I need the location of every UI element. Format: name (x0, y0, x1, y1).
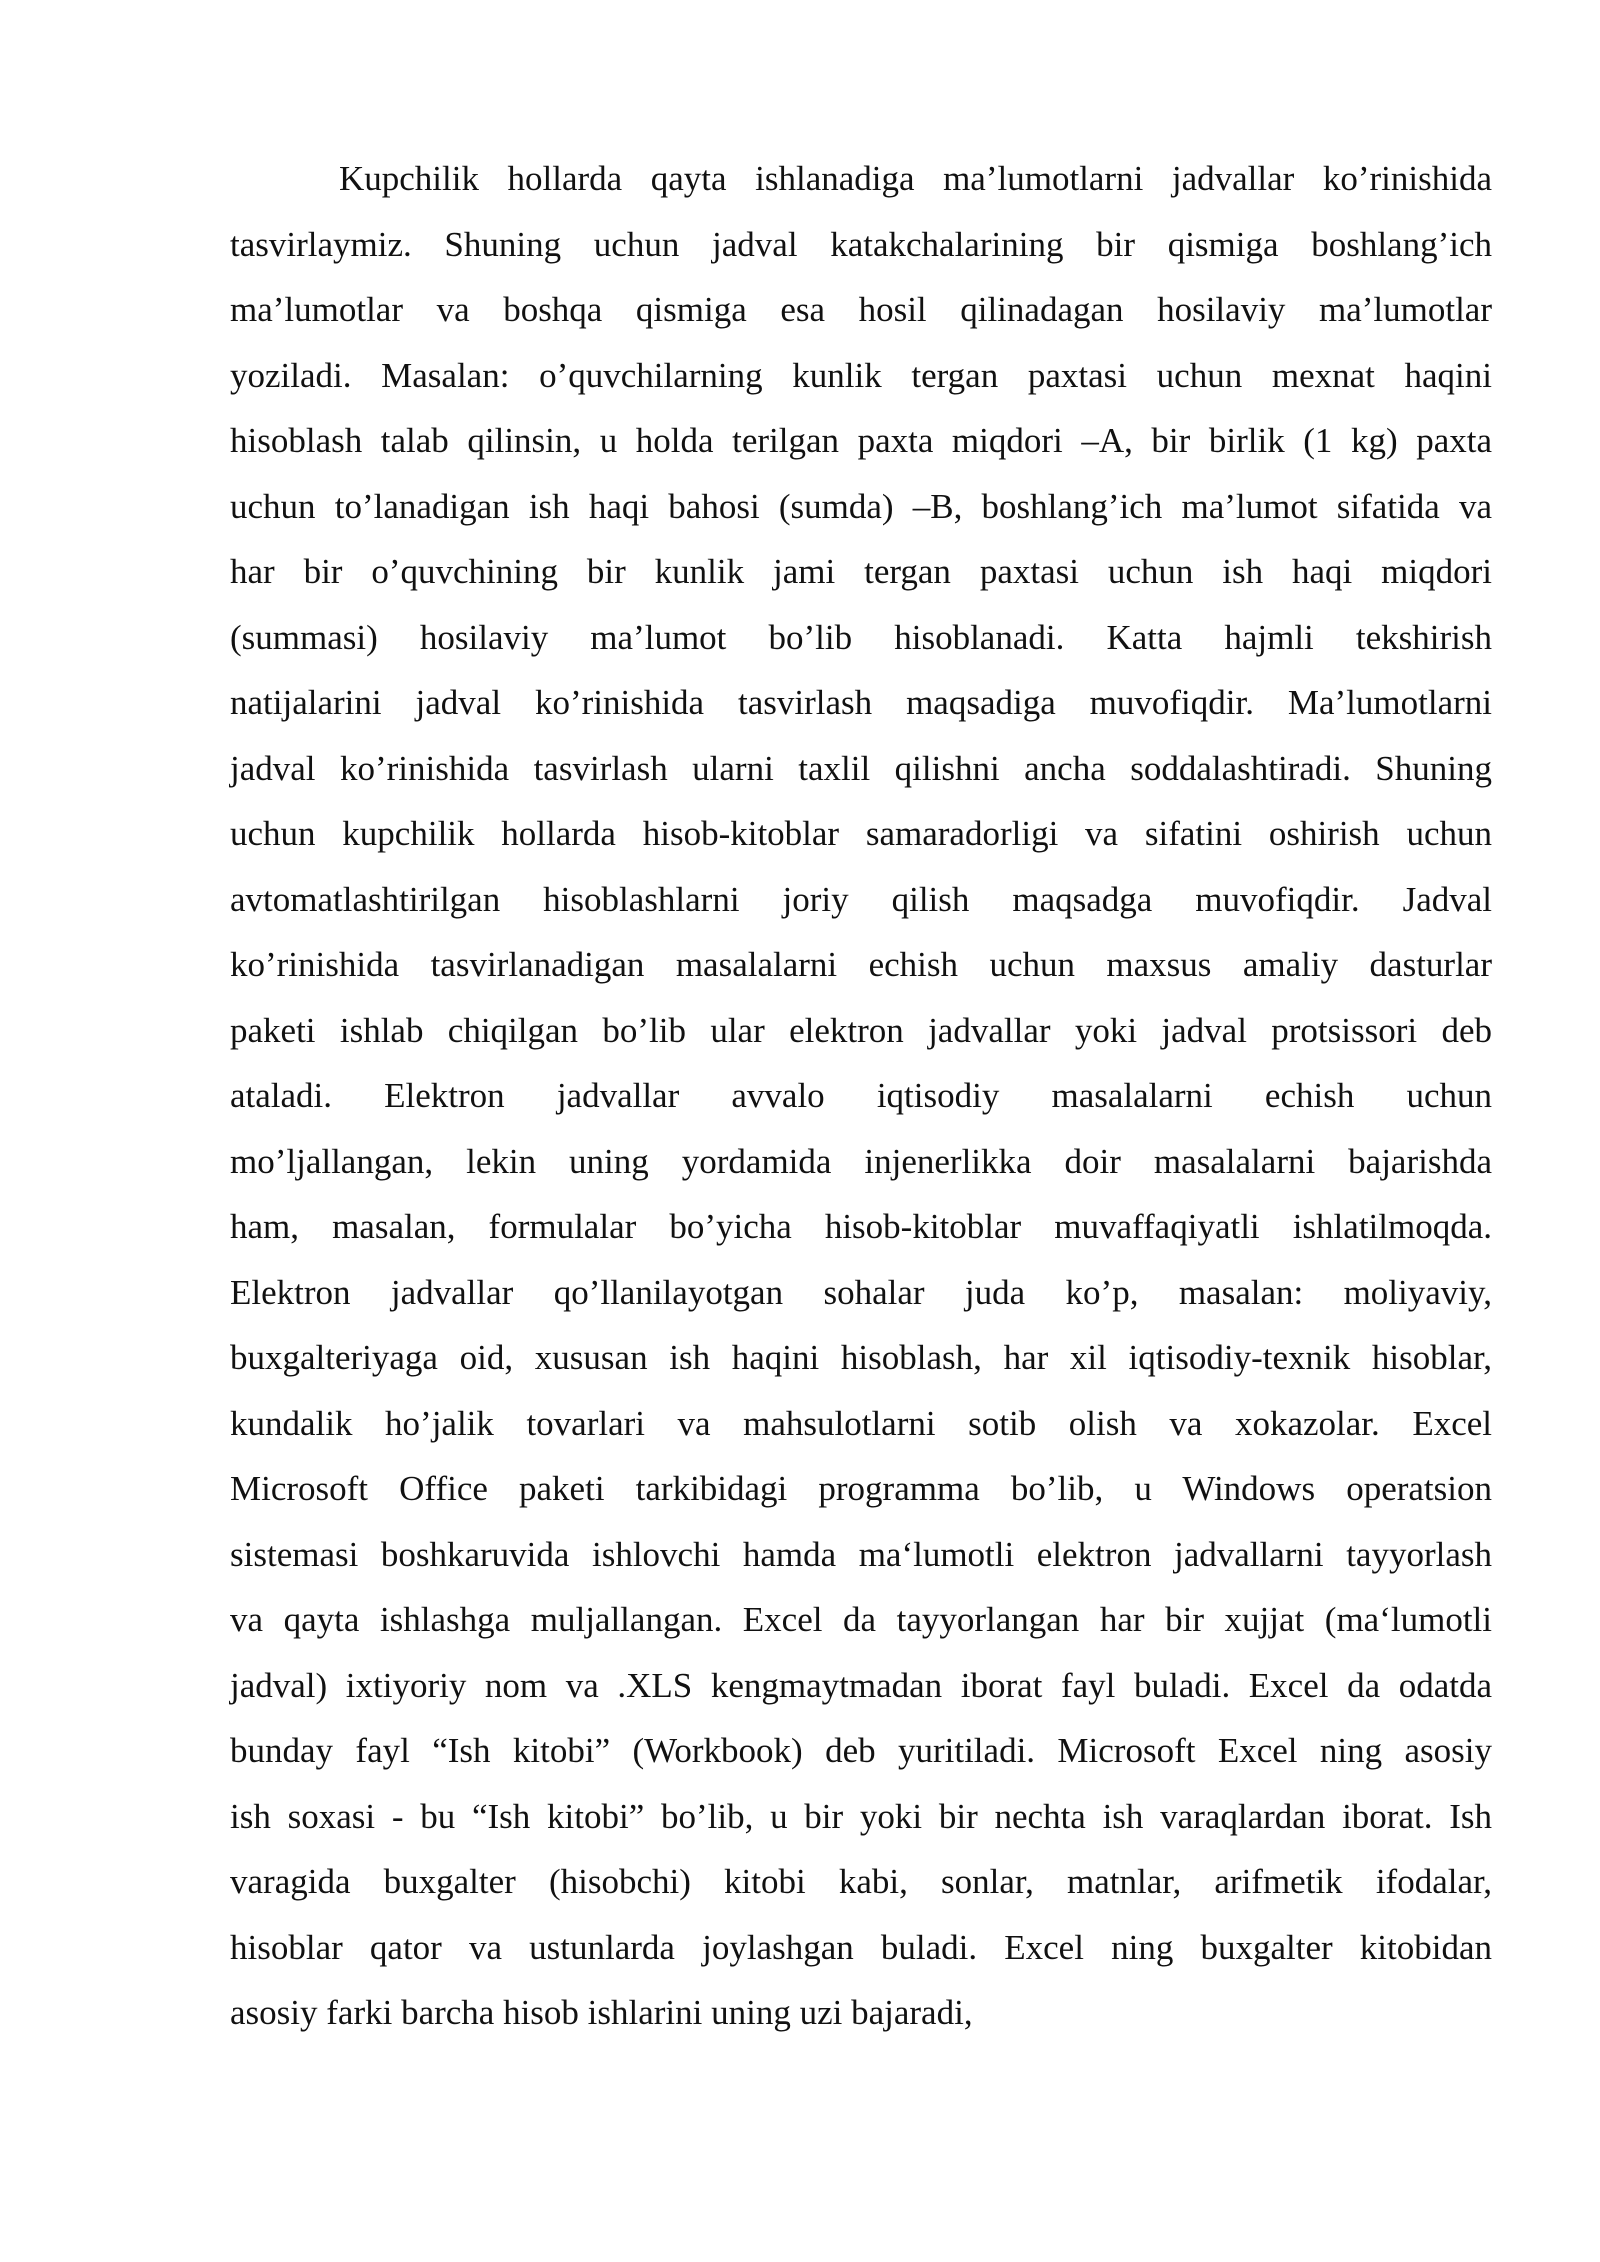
paragraph-line: hisoblar qator va ustunlarda joylashgan buladi. Excel ning buxgalter kitobidan (230, 1927, 1492, 1967)
paragraph-line: ataladi. Elektron jadvallar avvalo iqtisodiy masalalarni echish uchun (230, 1076, 1492, 1115)
paragraph-line: bunday fayl “Ish kitobi” (Workbook) deb yuritiladi. Microsoft Excel ning asosiy (230, 1731, 1492, 1770)
paragraph-line: paketi ishlab chiqilgan bo’lib ular elektron jadvallar yoki jadval protsissori deb (230, 1010, 1492, 1050)
paragraph-line: buxgalteriyaga oid, xususan ish haqini hisoblash, har xil iqtisodiy-texnik hisoblar, (230, 1338, 1492, 1377)
paragraph-line: ish soxasi - bu “Ish kitobi” bo’lib, u bir yoki bir nechta ish varaqlardan iborat. Ish (230, 1796, 1492, 1836)
paragraph-line: natijalarini jadval ko’rinishida tasvirlash maqsadiga muvofiqdir. Ma’lumotlarni (230, 683, 1492, 722)
paragraph-line: ko’rinishida tasvirlanadigan masalalarni echish uchun maxsus amaliy dasturlar (230, 945, 1492, 984)
paragraph-line: kundalik ho’jalik tovarlari va mahsulotlarni sotib olish va xokazolar. Excel (230, 1403, 1492, 1443)
paragraph-line: va qayta ishlashga muljallangan. Excel da tayyorlangan har bir xujjat (ma‘lumotli (230, 1600, 1492, 1639)
paragraph-line: jadval) ixtiyoriy nom va .XLS kengmaytmadan iborat fayl buladi. Excel da odatda (230, 1665, 1492, 1705)
paragraph-line: (summasi) hosilaviy ma’lumot bo’lib hisoblanadi. Katta hajmli tekshirish (230, 617, 1492, 657)
paragraph-line: jadval ko’rinishida tasvirlash ularni taxlil qilishni ancha soddalashtiradi. Shuning (230, 748, 1492, 788)
paragraph-line: ma’lumotlar va boshqa qismiga esa hosil qilinadagan hosilaviy ma’lumotlar (230, 290, 1492, 329)
paragraph-line: uchun to’lanadigan ish haqi bahosi (sumda) –B, boshlang’ich ma’lumot sifatida va (230, 486, 1492, 526)
paragraph-line: varagida buxgalter (hisobchi) kitobi kabi, sonlar, matnlar, arifmetik ifodalar, (230, 1862, 1492, 1901)
paragraph-line: uchun kupchilik hollarda hisob-kitoblar samaradorligi va sifatini oshirish uchun (230, 814, 1492, 853)
paragraph-line: tasvirlaymiz. Shuning uchun jadval katakchalarining bir qismiga boshlang’ich (230, 224, 1492, 264)
paragraph-line: ham, masalan, formulalar bo’yicha hisob-kitoblar muvaffaqiyatli ishlatilmoqda. (230, 1207, 1492, 1246)
paragraph-line: asosiy farki barcha hisob ishlarini uning uzi bajaradi, (230, 1993, 973, 2032)
paragraph-line: sistemasi boshkaruvida ishlovchi hamda ma‘lumotli elektron jadvallarni tayyorlash (230, 1534, 1492, 1574)
paragraph-line: Kupchilik hollarda qayta ishlanadiga ma’lumotlarni jadvallar ko’rinishida (339, 159, 1492, 198)
paragraph-line: yoziladi. Masalan: o’quvchilarning kunlik tergan paxtasi uchun mexnat haqini (230, 355, 1492, 395)
paragraph-line: mo’ljallangan, lekin uning yordamida injenerlikka doir masalalarni bajarishda (230, 1141, 1492, 1181)
paragraph-line: hisoblash talab qilinsin, u holda terilgan paxta miqdori –A, bir birlik (1 kg) paxta (230, 421, 1492, 460)
paragraph-line: Microsoft Office paketi tarkibidagi programma bo’lib, u Windows operatsion (230, 1469, 1492, 1508)
paragraph-line: har bir o’quvchining bir kunlik jami tergan paxtasi uchun ish haqi miqdori (230, 552, 1492, 591)
paragraph-line: Elektron jadvallar qo’llanilayotgan sohalar juda ko’p, masalan: moliyaviy, (230, 1272, 1492, 1312)
body-paragraph (230, 146, 1492, 2046)
paragraph-line: avtomatlashtirilgan hisoblashlarni joriy qilish maqsadga muvofiqdir. Jadval (230, 879, 1492, 919)
